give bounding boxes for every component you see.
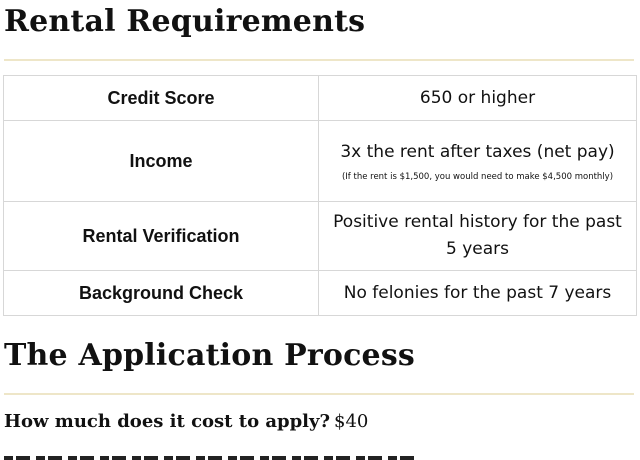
table-row [4,121,637,202]
faq-item [4,411,368,433]
requirement-label: Income [4,121,319,202]
requirement-value: 650 or higher [319,76,637,121]
requirement-note: (If the rent is $1,500, you would need to make $4,500 monthly) [341,171,614,182]
requirement-label: Credit Score [4,76,319,121]
rental-requirements-heading: Rental Requirements [4,4,366,39]
table-row [4,202,637,271]
requirement-label: Background Check [4,271,319,316]
heading-divider [4,393,634,395]
requirement-label: Rental Verification [4,202,319,271]
cut-off-text-fragment [4,456,414,460]
requirements-table [3,75,637,316]
faq-answer: $40 [334,411,369,432]
faq-question: How much does it cost to apply? [4,411,331,432]
application-process-heading: The Application Process [4,338,416,373]
requirement-value: No felonies for the past 7 years [319,271,637,316]
table-row [4,76,637,121]
heading-divider [4,59,634,61]
requirement-value: Positive rental history for the past 5 years [319,202,637,271]
cut-off-text-line [4,450,414,460]
requirement-value: 3x the rent after taxes (net pay) [340,141,615,162]
table-row [4,271,637,316]
requirement-value-cell [319,121,637,202]
